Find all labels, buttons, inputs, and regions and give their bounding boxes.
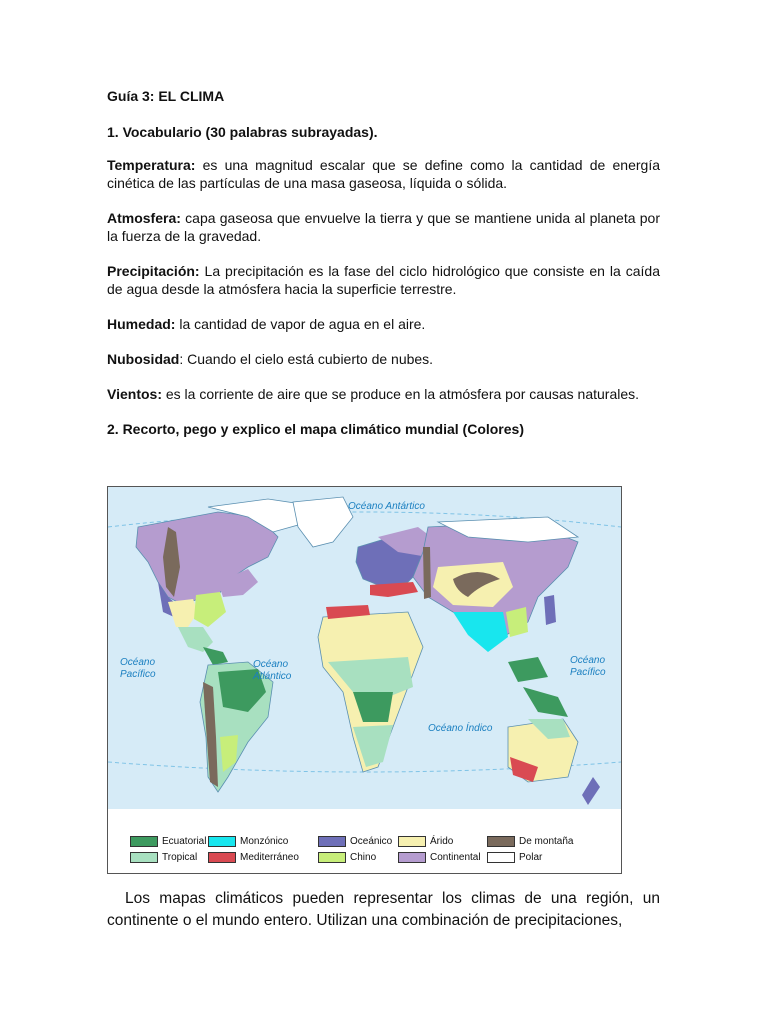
ocean-label-pacifico-west-1: Océano	[120, 657, 156, 668]
legend-chino	[318, 850, 376, 864]
ocean-label-atlantico-1: Océano	[253, 659, 289, 670]
legend-label: Oceánico	[350, 835, 393, 847]
legend-swatch	[398, 836, 426, 847]
legend-de-montana	[487, 834, 573, 848]
section-2-heading: 2. Recorto, pego y explico el mapa climático mundial (Colores)	[107, 421, 524, 437]
legend-swatch	[318, 836, 346, 847]
legend-swatch	[208, 836, 236, 847]
legend-polar	[487, 850, 542, 864]
legend-swatch	[130, 836, 158, 847]
term-definition: La precipitación es la fase del ciclo hidrológico que consiste en la caída de agua desde la atmósfera hacia la superficie terrestre.	[107, 263, 660, 297]
legend-ecuatorial	[130, 834, 206, 848]
term-precipitacion	[107, 262, 660, 298]
term-label: Nubosidad	[107, 351, 180, 367]
term-humedad	[107, 315, 660, 333]
term-definition: la cantidad de vapor de agua en el aire.	[175, 316, 426, 332]
world-climate-map	[107, 486, 622, 874]
ocean-label-pacifico-west-2: Pacífico	[120, 669, 156, 680]
ocean-label-atlantico-2: Atlántico	[253, 671, 292, 682]
term-definition: : Cuando el cielo está cubierto de nubes.	[179, 351, 434, 367]
legend-swatch	[130, 852, 158, 863]
legend-swatch	[487, 852, 515, 863]
ocean-label-pacifico-east-1: Océano	[570, 655, 606, 666]
map-graphic	[108, 487, 621, 809]
legend-swatch	[398, 852, 426, 863]
term-nubosidad	[107, 350, 660, 368]
legend-label: Monzónico	[240, 835, 289, 847]
legend-swatch	[208, 852, 236, 863]
legend-label: Árido	[430, 835, 454, 847]
legend-label: Tropical	[162, 851, 198, 863]
term-definition: capa gaseosa que envuelve la tierra y que se mantiene unida al planeta por la fuerza de la gravedad.	[107, 210, 660, 244]
ocean-label-pacifico-east-2: Pacífico	[570, 667, 606, 678]
legend-monzonico	[208, 834, 288, 848]
legend-tropical	[130, 850, 197, 864]
term-temperatura	[107, 156, 660, 192]
legend-label: Polar	[519, 851, 543, 863]
term-vientos	[107, 385, 660, 403]
ocean-label-indico: Océano Índico	[428, 723, 493, 734]
legend-label: De montaña	[519, 835, 574, 847]
term-label: Vientos:	[107, 386, 162, 402]
legend-label: Ecuatorial	[162, 835, 207, 847]
legend-swatch	[487, 836, 515, 847]
legend-swatch	[318, 852, 346, 863]
legend-label: Chino	[350, 851, 377, 863]
legend-continental	[398, 850, 481, 864]
legend-oceanico	[318, 834, 392, 848]
legend-label: Continental	[430, 851, 481, 863]
ocean-label-antartico: Océano Antártico	[348, 501, 425, 512]
closing-paragraph: Los mapas climáticos pueden representar los climas de una región, un continente o el mundo entero. Utilizan una combinación de precipitaciones,	[107, 890, 660, 929]
term-definition: es la corriente de aire que se produce en la atmósfera por causas naturales.	[161, 386, 640, 402]
term-atmosfera	[107, 209, 660, 245]
term-label: Humedad:	[107, 316, 176, 332]
legend-label: Mediterráneo	[240, 851, 299, 863]
document-body	[107, 88, 660, 437]
section-1-heading: 1. Vocabulario (30 palabras subrayadas).	[107, 124, 378, 140]
page-title: Guía 3: EL CLIMA	[107, 88, 225, 104]
term-definition: es una magnitud escalar que se define como la cantidad de energía cinética de las partículas de una masa gaseosa, líquida o sólida.	[107, 157, 660, 191]
term-label: Temperatura:	[107, 157, 196, 173]
term-label: Atmosfera:	[107, 210, 181, 226]
map-legend	[108, 809, 621, 873]
legend-arido	[398, 834, 453, 848]
legend-mediterraneo	[208, 850, 299, 864]
term-label: Precipitación:	[107, 263, 200, 279]
